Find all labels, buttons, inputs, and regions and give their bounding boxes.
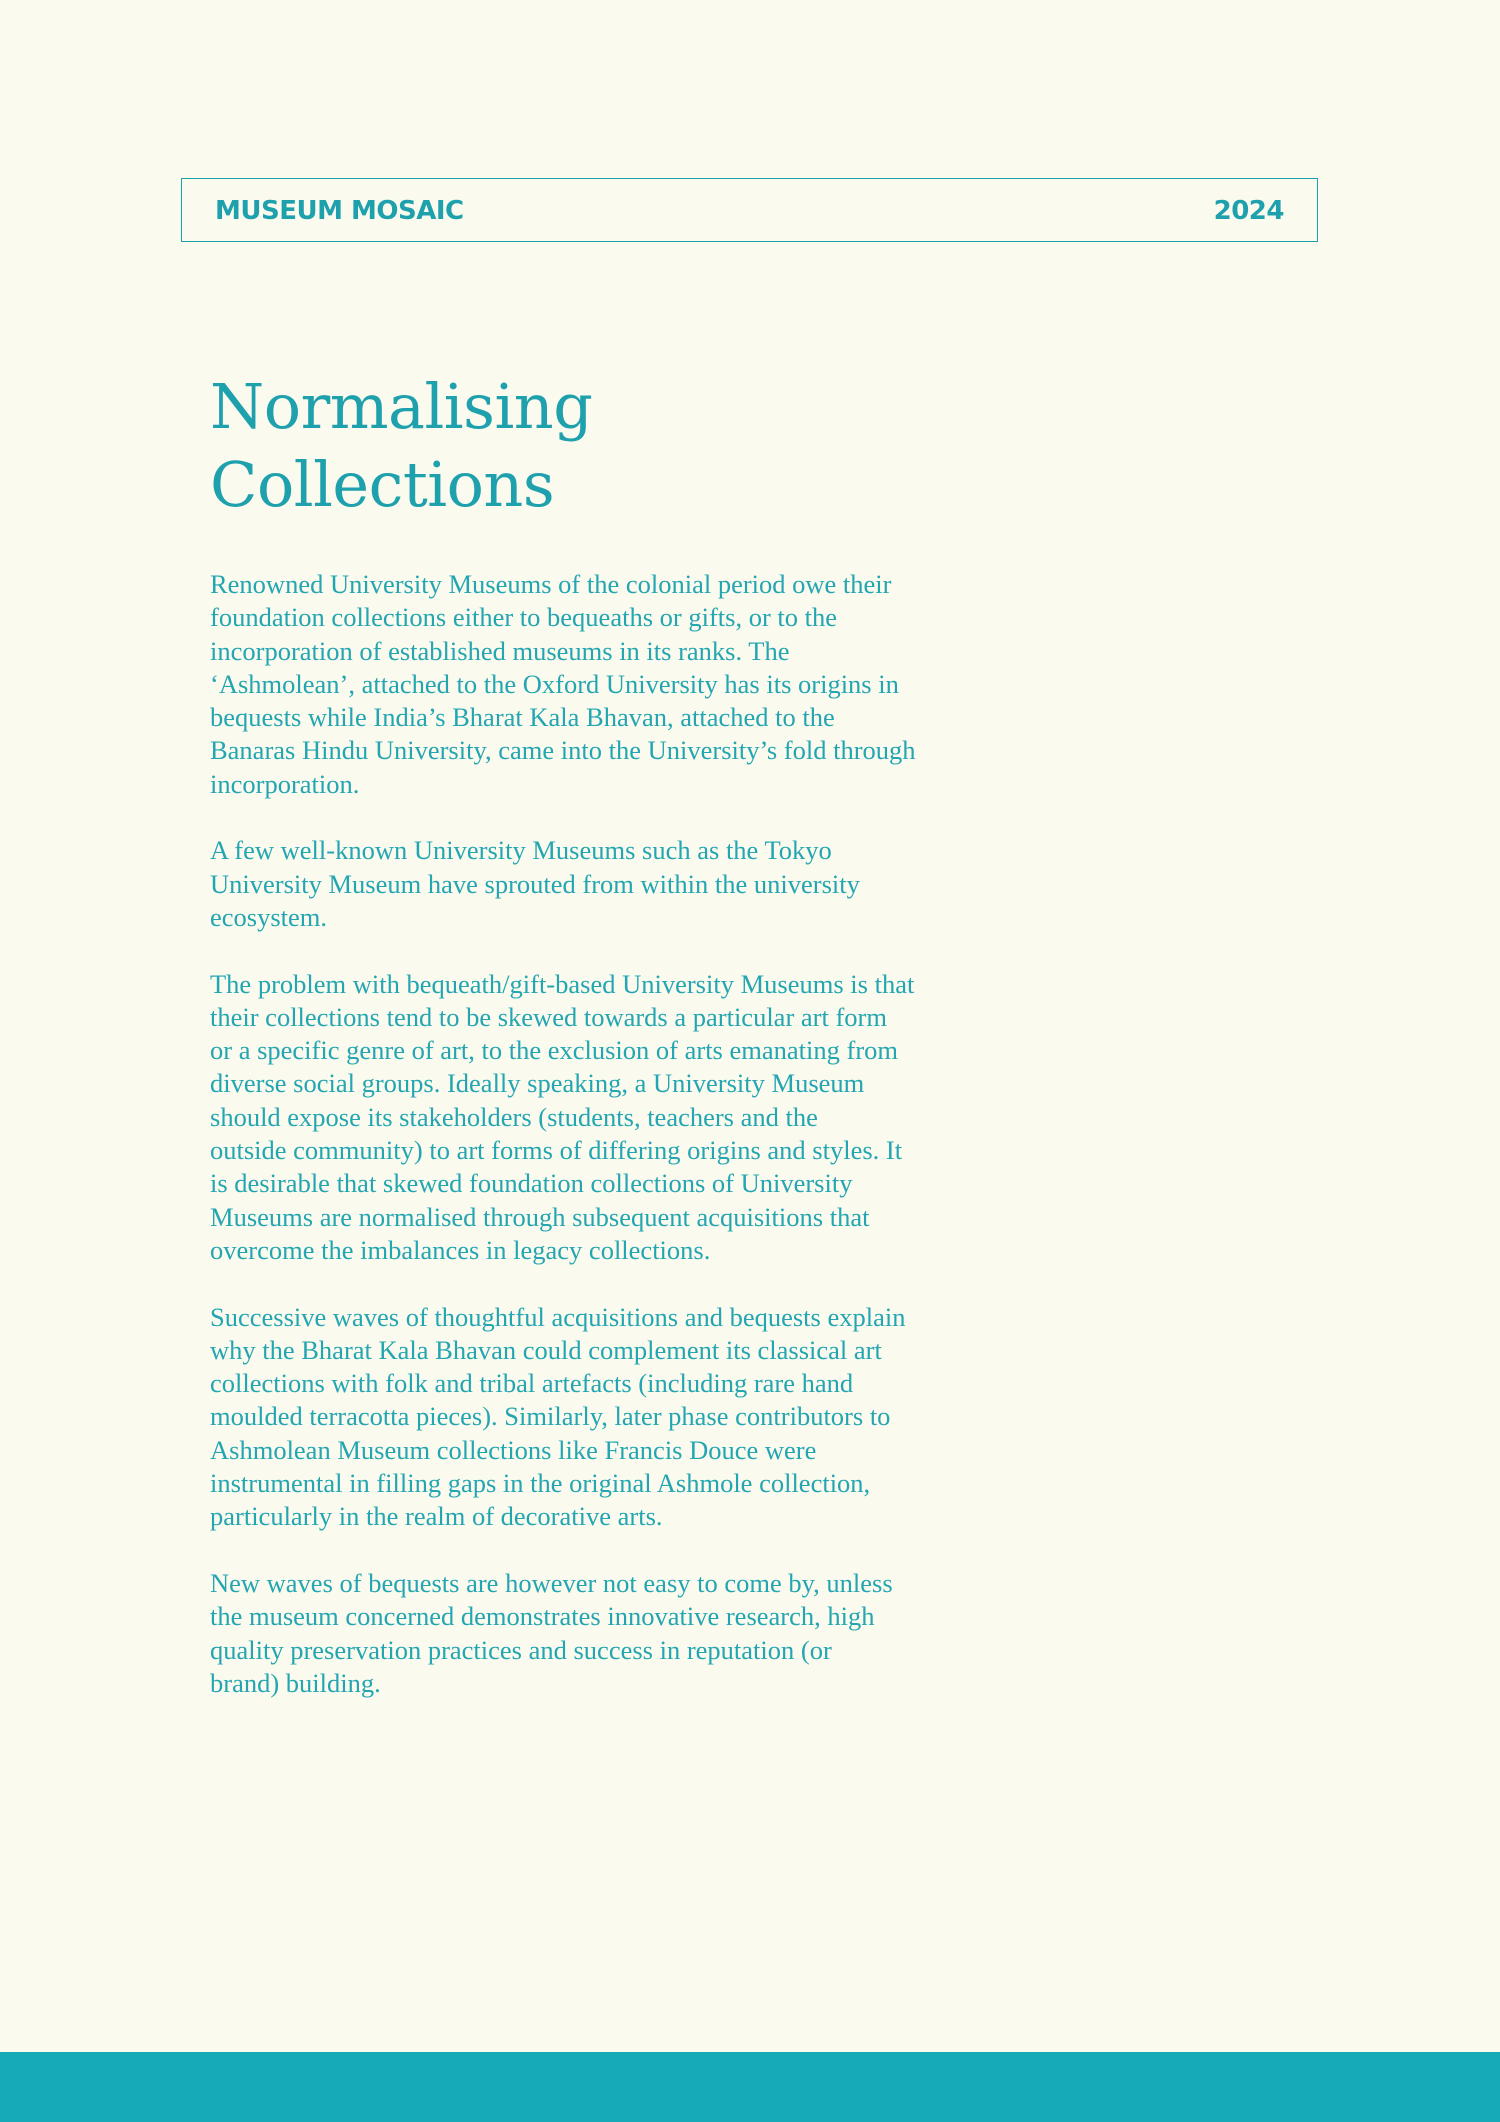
paragraph-3: The problem with bequeath/gift-based University Museums is that their collections tend to be skewed towards a particular art form or a specific genre of art, to the exclusion of arts emanating from diverse social groups. Ideally speaking, a University Museum should expose its stakeholders (students, teachers and the outside community) to art forms of differing origins and styles. It is desirable that skewed foundation collections of University Museums are normalised through subsequent acquisitions that overcome the imbalances in legacy collections.	[210, 968, 915, 1265]
masthead	[181, 178, 1318, 242]
article-body	[210, 568, 1080, 1733]
paragraph-1: Renowned University Museums of the colonial period owe their foundation collections either to bequeaths or gifts, or to the incorporation of established museums in its ranks. The ‘Ashmolean’, attached to the Oxford University has its origins in bequests while India’s Bharat Kala Bhavan, attached to the Banaras Hindu University, came into the University’s fold through incorporation.	[210, 569, 916, 799]
footer-band	[0, 2052, 1500, 2122]
paragraph-5: New waves of bequests are however not easy to come by, unless the museum concerned demonstrates innovative research, high quality preservation practices and success in reputation (or brand) building.	[210, 1567, 893, 1698]
article-title	[210, 368, 592, 524]
publication-year: 2024	[1213, 196, 1284, 226]
publication-name: MUSEUM MOSAIC	[215, 196, 464, 226]
paragraph-2: A few well-known University Museums such as the Tokyo University Museum have sprouted from within the university ecosystem.	[210, 835, 860, 932]
article-title-line-1: Normalising	[210, 370, 593, 443]
article-title-line-2: Collections	[210, 448, 555, 521]
paragraph-4: Successive waves of thoughtful acquisitions and bequests explain why the Bharat Kala Bhavan could complement its classical art collections with folk and tribal artefacts (including rare hand moulded terracotta pieces). Similarly, later phase contributors to Ashmolean Museum collections like Francis Douce were instrumental in filling gaps in the original Ashmole collection, particularly in the realm of decorative arts.	[210, 1301, 906, 1532]
